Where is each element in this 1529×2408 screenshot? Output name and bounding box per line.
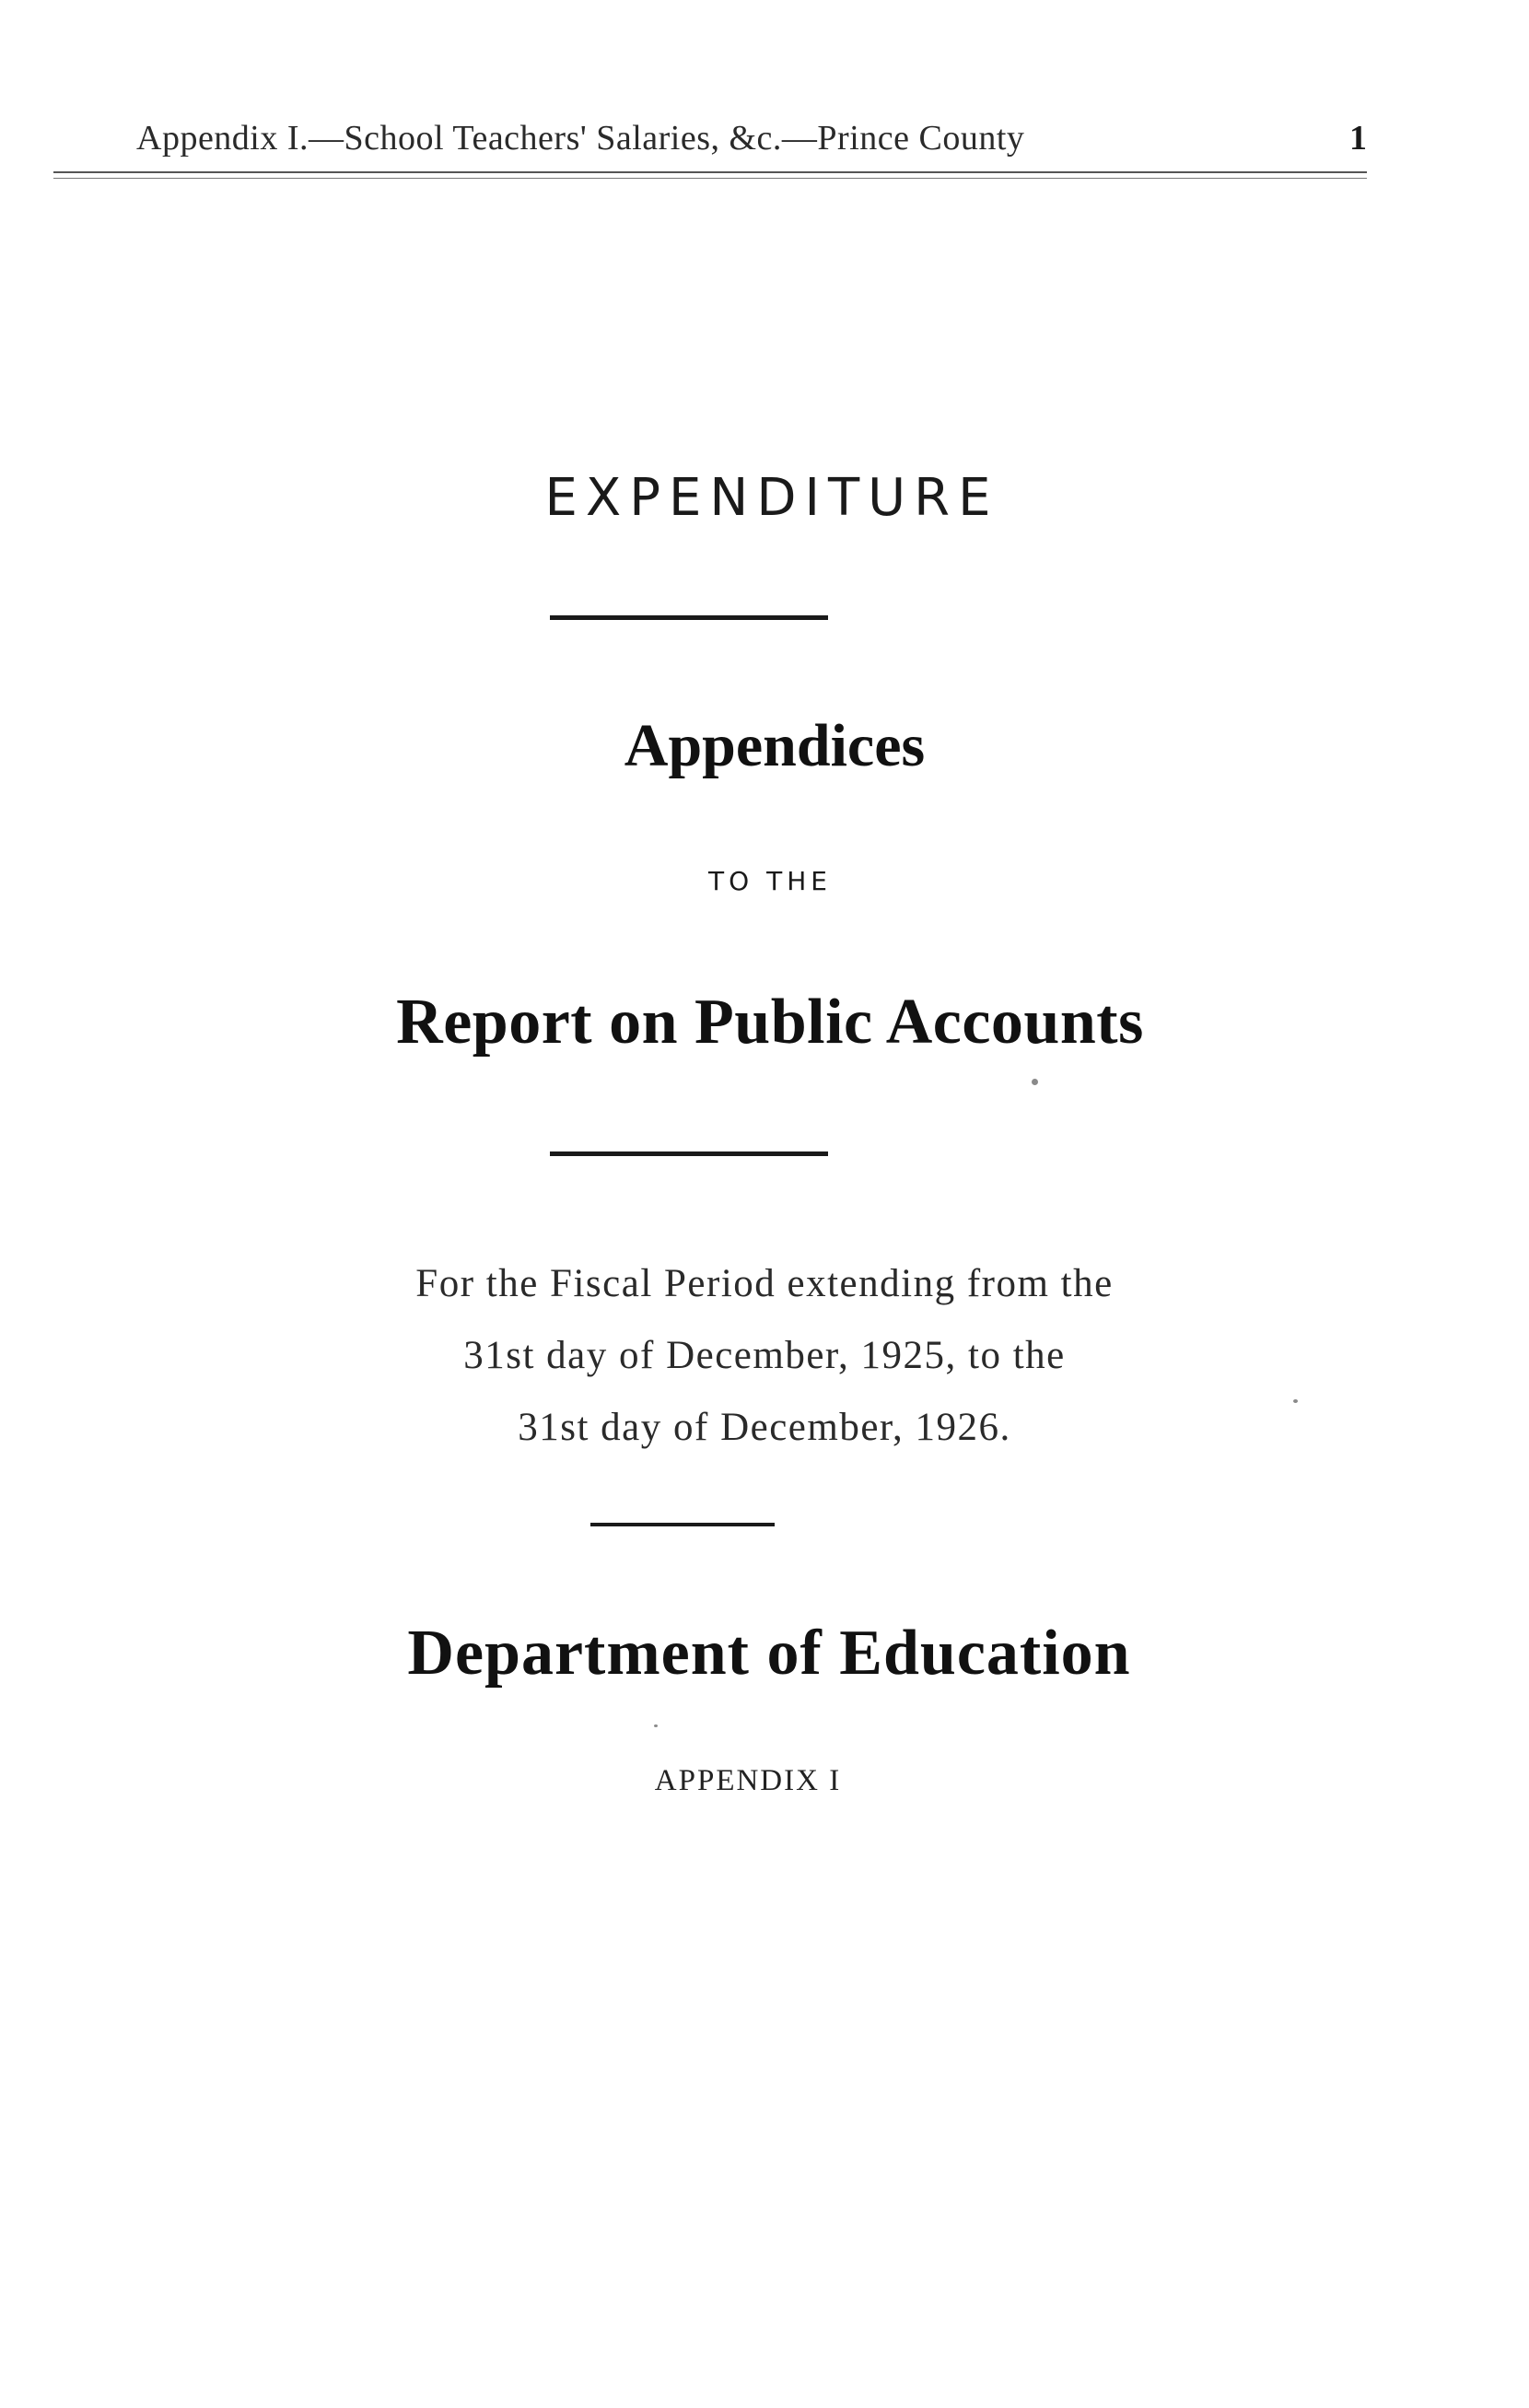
print-speck	[1293, 1399, 1298, 1403]
running-header	[136, 118, 1367, 166]
appendices-heading: Appendices	[624, 712, 926, 779]
header-rule	[53, 171, 1367, 173]
to-the-label: TO THE	[708, 866, 832, 896]
page-number: 1	[1349, 119, 1367, 158]
divider-rule	[550, 1151, 828, 1156]
print-speck	[654, 1724, 658, 1727]
expenditure-heading: EXPENDITURE	[544, 468, 999, 528]
appendix-label: APPENDIX I	[654, 1764, 842, 1797]
fiscal-period-line: 31st day of December, 1926.	[518, 1406, 1011, 1449]
fiscal-period-line: For the Fiscal Period extending from the	[415, 1262, 1114, 1305]
fiscal-period-statement	[0, 1248, 1529, 1464]
department-heading: Department of Education	[407, 1618, 1131, 1689]
running-header-title: Appendix I.—School Teachers' Salaries, &c.—Prince County	[136, 119, 1025, 158]
header-rule-secondary	[53, 178, 1367, 179]
fiscal-period-line: 31st day of December, 1925, to the	[463, 1334, 1066, 1377]
divider-rule	[590, 1523, 775, 1526]
divider-rule	[550, 615, 828, 620]
report-title: Report on Public Accounts	[396, 987, 1144, 1058]
print-speck	[1032, 1079, 1038, 1085]
